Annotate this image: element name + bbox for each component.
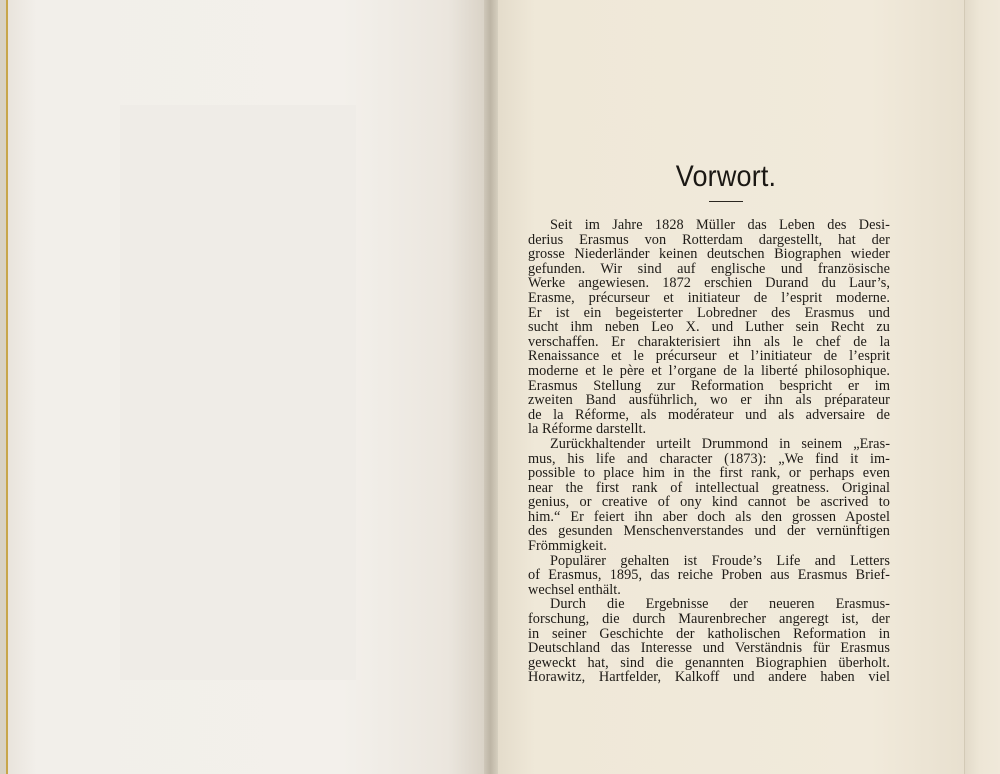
right-page bbox=[498, 0, 964, 774]
left-page-blank bbox=[6, 0, 486, 774]
text-line: possible to place him in the first rank, or perhaps even bbox=[528, 465, 890, 482]
text-line: la Réforme darstellt. bbox=[528, 421, 647, 438]
text-line: of Erasmus, 1895, das reiche Proben aus Erasmus Brief- bbox=[528, 567, 890, 584]
text-line: derius Erasmus von Rotterdam dargestellt, hat der bbox=[528, 231, 890, 248]
text-line: verschaffen. Er charakterisiert ihn als le chef de la bbox=[528, 333, 890, 350]
text-line: him.“ Er feiert ihn aber doch als den grossen Apostel bbox=[528, 508, 890, 525]
text-line: Erasmus Stellung zur Reformation bespricht er im bbox=[528, 377, 890, 394]
text-line: genius, or creative of ony kind cannot be ascrived to bbox=[528, 494, 890, 511]
text-line: Horawitz, Hartfelder, Kalkoff und andere haben viel bbox=[528, 669, 890, 686]
text-line: Populärer gehalten ist Froude’s Life and Letters bbox=[550, 552, 890, 569]
text-line: Deutschland das Interesse und Verständnis für Erasmus bbox=[528, 640, 890, 657]
text-line: Erasme, précurseur et initiateur de l’esprit moderne. bbox=[528, 289, 890, 306]
text-line: in seiner Geschichte der katholischen Reformation in bbox=[528, 625, 890, 642]
text-line: Zurückhaltender urteilt Drummond in seinem „Eras- bbox=[550, 435, 890, 452]
text-line: sucht ihm neben Leo X. und Luther sein Recht zu bbox=[528, 319, 890, 336]
text-line: Durch die Ergebnisse der neueren Erasmus- bbox=[550, 596, 890, 613]
text-line: grosse Niederländer keinen deutschen Biographen wieder bbox=[528, 246, 890, 263]
text-line: zweiten Band ausführlich, wo er ihn als préparateur bbox=[528, 392, 890, 409]
text-line: Werke angewiesen. 1872 erschien Durand du Laur’s, bbox=[528, 275, 890, 292]
book-gutter bbox=[484, 0, 498, 774]
text-line: mus, his life and character (1873): „We find it im- bbox=[528, 450, 890, 467]
text-line: Seit im Jahre 1828 Müller das Leben des Desi- bbox=[550, 217, 890, 233]
text-line: de la Réforme, als modérateur und als adversaire de bbox=[528, 406, 890, 423]
preface-text-block bbox=[528, 160, 890, 685]
text-line: Frömmigkeit. bbox=[528, 538, 607, 555]
text-line: moderne et le père et l’organe de la liberté philosophique. bbox=[528, 362, 890, 379]
text-line: gefunden. Wir sind auf englische und französische bbox=[528, 260, 890, 277]
text-line: des gesunden Menschenverstandes und der vernünftigen bbox=[528, 523, 890, 540]
next-page-edge bbox=[964, 0, 1000, 774]
left-page-plate-impression bbox=[120, 105, 356, 680]
page-title: Vorwort. bbox=[675, 160, 777, 193]
text-line: Renaissance et le précurseur et l’initiateur de l’esprit bbox=[528, 348, 890, 365]
preface-body bbox=[528, 218, 890, 685]
text-line: wechsel enthält. bbox=[528, 581, 621, 598]
text-line: geweckt hat, sind die genannten Biographien überholt. bbox=[528, 654, 890, 671]
text-line: forschung, die durch Maurenbrecher angeregt ist, der bbox=[528, 611, 890, 628]
title-rule bbox=[709, 201, 743, 202]
text-line: Er ist ein begeisterter Lobredner des Erasmus und bbox=[528, 304, 890, 321]
text-line: near the first rank of intellectual greatness. Original bbox=[528, 479, 890, 496]
